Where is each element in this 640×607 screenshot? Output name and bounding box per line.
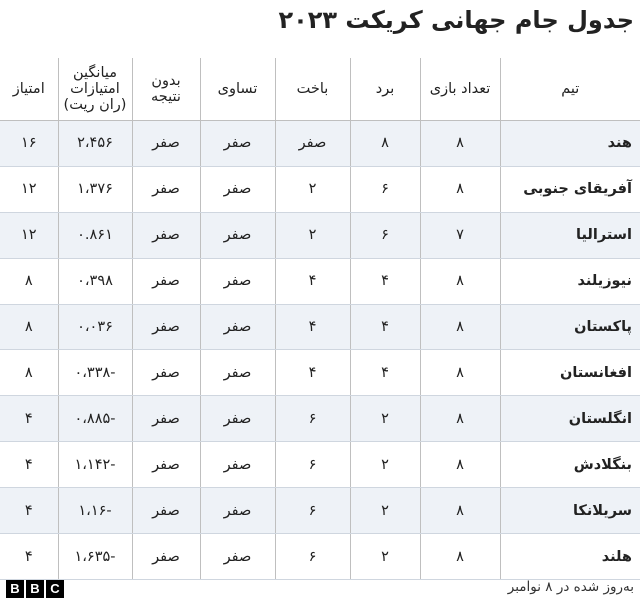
tied-cell: صفر <box>200 166 275 212</box>
table-row <box>0 350 640 396</box>
matches-cell: ۸ <box>420 396 500 442</box>
team-name-cell: بنگلادش <box>500 442 640 488</box>
net-run-rate-cell: ۰،۰۳۶ <box>58 304 132 350</box>
table-row <box>0 304 640 350</box>
table-row <box>0 212 640 258</box>
matches-cell: ۸ <box>420 258 500 304</box>
points-cell: ۴ <box>0 442 58 488</box>
tied-cell: صفر <box>200 442 275 488</box>
won-cell: ۶ <box>350 212 420 258</box>
no-result-cell: صفر <box>132 304 200 350</box>
header-net-run-rate: میانگین امتیازات (ران ریت) <box>58 58 132 121</box>
header-lost: باخت <box>275 58 350 121</box>
net-run-rate-cell: ۱،۳۷۶ <box>58 166 132 212</box>
no-result-cell: صفر <box>132 212 200 258</box>
won-cell: ۴ <box>350 258 420 304</box>
net-run-rate-cell: -۰،۳۳۸ <box>58 350 132 396</box>
table-header-row <box>0 58 640 121</box>
logo-letter: B <box>26 580 44 598</box>
net-run-rate-cell: -۱،۱۶ <box>58 488 132 534</box>
points-cell: ۱۲ <box>0 166 58 212</box>
tied-cell: صفر <box>200 121 275 167</box>
no-result-cell: صفر <box>132 488 200 534</box>
team-name-cell: آفریقای جنوبی <box>500 166 640 212</box>
header-no-result: بدون نتیجه <box>132 58 200 121</box>
won-cell: ۲ <box>350 534 420 580</box>
lost-cell: ۲ <box>275 212 350 258</box>
matches-cell: ۸ <box>420 166 500 212</box>
matches-cell: ۸ <box>420 534 500 580</box>
team-name-cell: استرالیا <box>500 212 640 258</box>
header-tied: تساوی <box>200 58 275 121</box>
points-cell: ۴ <box>0 488 58 534</box>
matches-cell: ۸ <box>420 488 500 534</box>
points-cell: ۱۶ <box>0 121 58 167</box>
tied-cell: صفر <box>200 304 275 350</box>
no-result-cell: صفر <box>132 166 200 212</box>
header-won: برد <box>350 58 420 121</box>
tied-cell: صفر <box>200 396 275 442</box>
table-row <box>0 534 640 580</box>
won-cell: ۲ <box>350 396 420 442</box>
won-cell: ۲ <box>350 488 420 534</box>
net-run-rate-cell: -۰،۸۸۵ <box>58 396 132 442</box>
standings-table <box>0 58 640 580</box>
team-name-cell: نیوزیلند <box>500 258 640 304</box>
points-cell: ۸ <box>0 258 58 304</box>
no-result-cell: صفر <box>132 258 200 304</box>
tied-cell: صفر <box>200 350 275 396</box>
bbc-logo <box>6 580 64 598</box>
no-result-cell: صفر <box>132 396 200 442</box>
no-result-cell: صفر <box>132 350 200 396</box>
lost-cell: ۶ <box>275 534 350 580</box>
table-row <box>0 442 640 488</box>
tied-cell: صفر <box>200 534 275 580</box>
table-row <box>0 121 640 167</box>
matches-cell: ۸ <box>420 121 500 167</box>
team-name-cell: افغانستان <box>500 350 640 396</box>
lost-cell: ۴ <box>275 350 350 396</box>
table-row <box>0 488 640 534</box>
lost-cell: ۴ <box>275 258 350 304</box>
header-matches: تعداد بازی <box>420 58 500 121</box>
won-cell: ۴ <box>350 350 420 396</box>
won-cell: ۴ <box>350 304 420 350</box>
net-run-rate-cell: -۱،۶۳۵ <box>58 534 132 580</box>
points-cell: ۴ <box>0 396 58 442</box>
no-result-cell: صفر <box>132 442 200 488</box>
points-cell: ۸ <box>0 350 58 396</box>
footer <box>0 577 640 601</box>
tied-cell: صفر <box>200 212 275 258</box>
no-result-cell: صفر <box>132 534 200 580</box>
points-cell: ۴ <box>0 534 58 580</box>
header-team: تیم <box>500 58 640 121</box>
table-row <box>0 258 640 304</box>
page-title: جدول جام جهانی کریکت ۲۰۲۳ <box>278 6 634 34</box>
team-name-cell: انگلستان <box>500 396 640 442</box>
lost-cell: ۶ <box>275 488 350 534</box>
team-name-cell: هند <box>500 121 640 167</box>
lost-cell: ۶ <box>275 442 350 488</box>
lost-cell: صفر <box>275 121 350 167</box>
won-cell: ۶ <box>350 166 420 212</box>
no-result-cell: صفر <box>132 121 200 167</box>
net-run-rate-cell: -۱،۱۴۲ <box>58 442 132 488</box>
logo-letter: B <box>6 580 24 598</box>
points-cell: ۸ <box>0 304 58 350</box>
updated-note: به‌روز شده در ۸ نوامبر <box>507 579 634 595</box>
net-run-rate-cell: ۰.۸۶۱ <box>58 212 132 258</box>
net-run-rate-cell: ۰،۳۹۸ <box>58 258 132 304</box>
team-name-cell: هلند <box>500 534 640 580</box>
lost-cell: ۲ <box>275 166 350 212</box>
table-row <box>0 396 640 442</box>
matches-cell: ۸ <box>420 350 500 396</box>
lost-cell: ۴ <box>275 304 350 350</box>
won-cell: ۸ <box>350 121 420 167</box>
won-cell: ۲ <box>350 442 420 488</box>
header-points: امتیاز <box>0 58 58 121</box>
lost-cell: ۶ <box>275 396 350 442</box>
net-run-rate-cell: ۲،۴۵۶ <box>58 121 132 167</box>
tied-cell: صفر <box>200 258 275 304</box>
tied-cell: صفر <box>200 488 275 534</box>
team-name-cell: سریلانکا <box>500 488 640 534</box>
matches-cell: ۸ <box>420 442 500 488</box>
team-name-cell: پاکستان <box>500 304 640 350</box>
points-cell: ۱۲ <box>0 212 58 258</box>
logo-letter: C <box>46 580 64 598</box>
matches-cell: ۸ <box>420 304 500 350</box>
matches-cell: ۷ <box>420 212 500 258</box>
table-row <box>0 166 640 212</box>
